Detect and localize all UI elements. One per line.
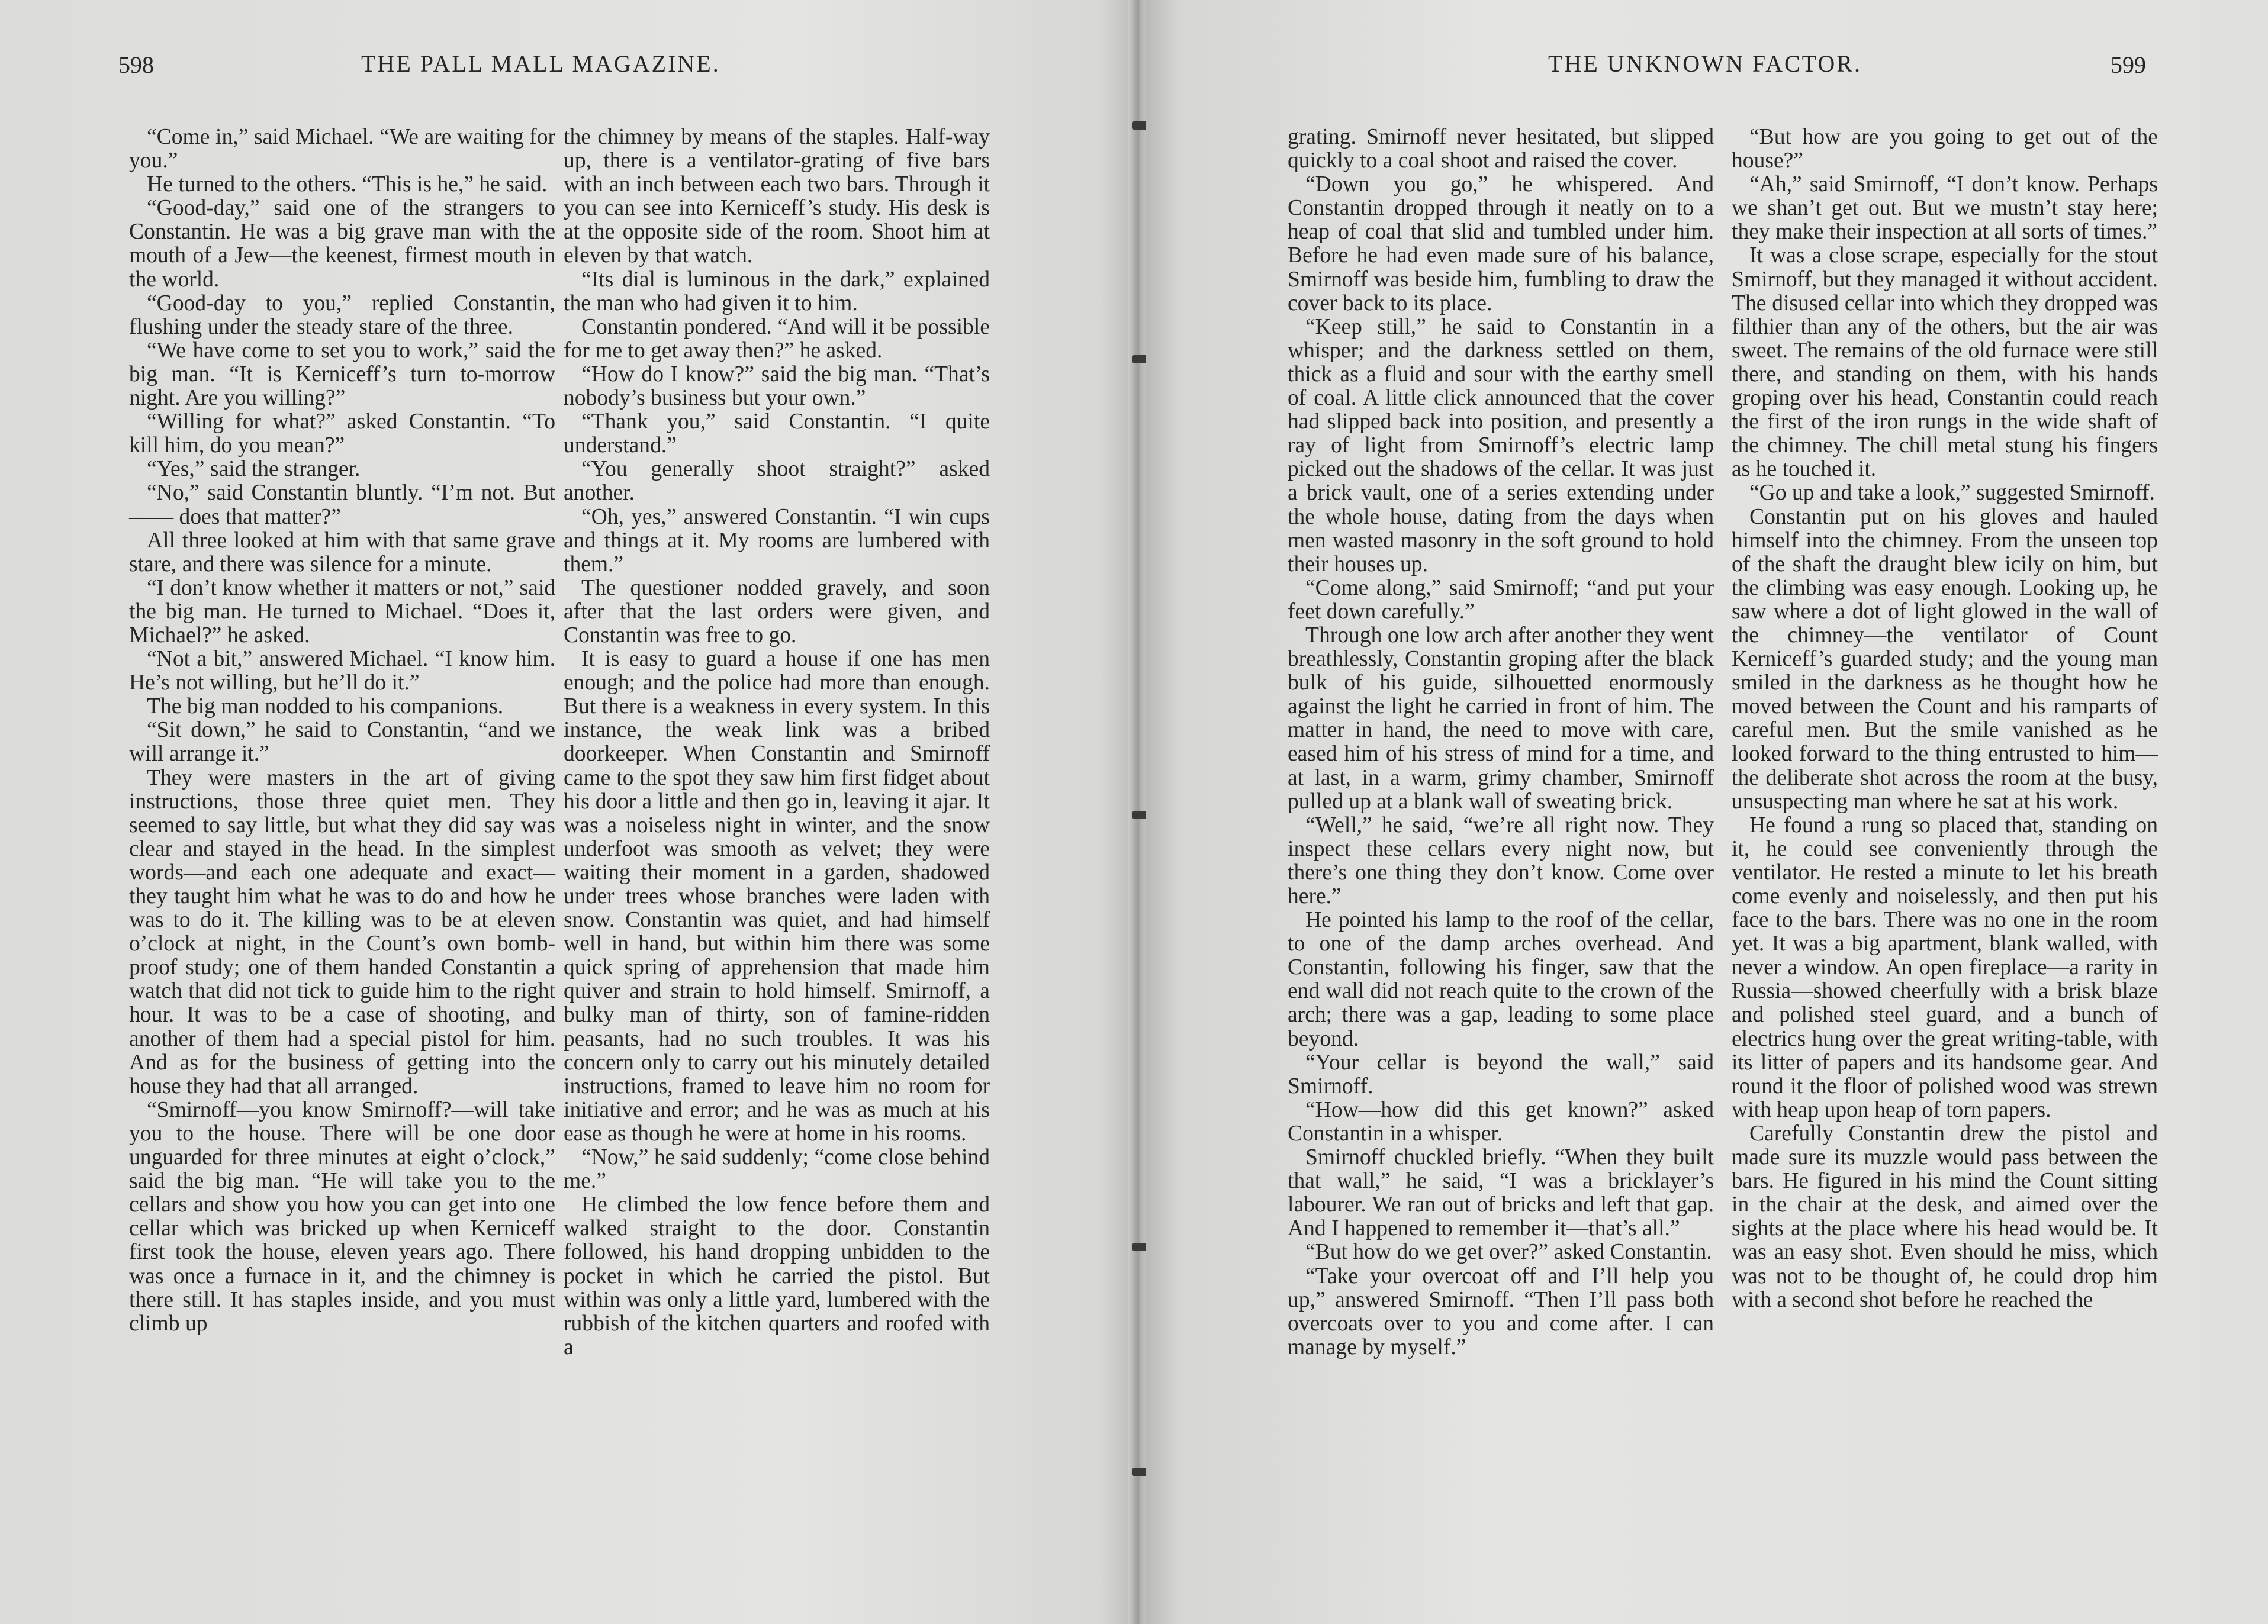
page-number: 598: [118, 51, 154, 78]
paragraph: “Not a bit,” answered Michael. “I know him. He’s not willing, but he’ll do it.”: [129, 647, 555, 695]
paragraph: Constantin put on his gloves and hauled himself into the chimney. From the unseen top of the shaft the draught blew icily on him, but the climbing was easy enough. Looking up, he saw where a dot of light glowed in the wall of the chimney—the ventilator of Count Kerniceff’s guarded study; and the young man smiled in the darkness as he thought how he moved between the Count and his ramparts of careful men. But the smile vanished as he looked forward to the thing entrusted to him—the deliberate shot across the room at the busy, unsuspecting man where he sat at his work.: [1732, 504, 2158, 814]
paragraph: “Oh, yes,” answered Constantin. “I win cups and things at it. My rooms are lumbered with them.”: [564, 504, 990, 576]
paragraph: “Yes,” said the stranger.: [147, 457, 361, 482]
paragraph: “Its dial is luminous in the dark,” explained the man who had given it to him.: [564, 267, 990, 315]
text-column: [1732, 125, 2158, 1312]
running-head: THE PALL MALL MAGAZINE.: [361, 50, 720, 77]
paragraph: Carefully Constantin drew the pistol and made sure its muzzle would pass between the bars. He figured in his mind the Count sitting in the chair at the desk, and aimed over the sights at the place where his head would be. It was an easy shot. Even should he miss, which was not to be thought of, he could drop him with a second shot before he reached the: [1732, 1121, 2158, 1312]
paragraph: “You generally shoot straight?” asked another.: [564, 457, 990, 505]
paragraph: The questioner nodded gravely, and soon after that the last orders were given, and Constantin was free to go.: [564, 575, 990, 647]
paragraph: “Take your overcoat off and I’ll help you up,” answered Smirnoff. “Then I’ll pass both overcoats over to you and come after. I can manage by myself.”: [1288, 1264, 1714, 1359]
paragraph: “Now,” he said suddenly; “come close behind me.”: [564, 1145, 990, 1194]
paragraph: Constantin pondered. “And will it be possible for me to get away then?” he asked.: [564, 314, 990, 363]
paragraph: “But how do we get over?” asked Constantin.: [1305, 1240, 1712, 1265]
paragraph: The big man nodded to his companions.: [147, 694, 504, 719]
paragraph: He found a rung so placed that, standing on it, he could see conveniently through the ventilator. He rested a minute to let his breath come evenly and noiselessly, and then put his face to the bars. There was no one in the room yet. It was a big apartment, blank walled, with never a window. An open fireplace—a rarity in Russia—showed cheerfully with a brisk blaze and polished steel guard, and a bunch of electrics hung over the great writing-table, with its litter of papers and its handsome gear. And round it the floor of polished wood was strewn with heap upon heap of torn papers.: [1732, 813, 2158, 1122]
paragraph: “Down you go,” he whispered. And Constantin dropped through it neatly on to a heap of coal that slid and tumbled under him. Before he had even made sure of his balance, Smirnoff was beside him, fumbling to draw the cover back to its place.: [1288, 172, 1714, 315]
paragraph: “Thank you,” said Constantin. “I quite understand.”: [564, 410, 990, 458]
running-head: THE UNKNOWN FACTOR.: [1548, 50, 1862, 77]
paragraph: It is easy to guard a house if one has men enough; and the police had more than enough. But there is a weakness in every system. In this instance, the weak link was a bribed doorkeeper. When Constantin and Smirnoff came to the spot they saw him first fidget about his door a little and then go in, leaving it ajar. It was a noiseless night in winter, and the snow underfoot was smooth as velvet; they were waiting their moment in a garden, shadowed under trees whose branches were laden with snow. Constantin was quiet, and had himself well in hand, but within him there was some quick spring of apprehension that made him quiver and strain to hold himself. Smirnoff, a bulky man of thirty, son of famine-ridden peasants, had no such troubles. It was his concern only to carry out his minutely detailed instructions, framed to leave him no room for initiative and error; and he was as much at his ease as though he were at home in his rooms.: [564, 647, 990, 1146]
paragraph: He turned to the others. “This is he,” he said.: [147, 172, 548, 197]
right-page: [1146, 0, 2268, 1624]
paragraph: “No,” said Constantin bluntly. “I’m not. But—— does that matter?”: [129, 481, 555, 529]
paragraph: He climbed the low fence before them and walked straight to the door. Constantin followed, his hand dropping unbidden to the pocket in which he carried the pistol. But within was only a little yard, lumbered with the rubbish of the kitchen quarters and roofed with a: [564, 1193, 990, 1359]
paragraph: “Good-day,” said one of the strangers to Constantin. He was a big grave man with the mouth of a Jew—the keenest, firmest mouth in the world.: [129, 196, 555, 292]
paragraph: “How do I know?” said the big man. “That’s nobody’s business but your own.”: [564, 362, 990, 411]
paragraph: “Good-day to you,” replied Constantin, flushing under the steady stare of the three.: [129, 291, 555, 339]
paragraph: Smirnoff chuckled briefly. “When they built that wall,” he said, “I was a bricklayer’s labourer. We ran out of bricks and left that gap. And I happened to remember it—that’s all.”: [1288, 1145, 1714, 1241]
paragraph: grating. Smirnoff never hesitated, but slipped quickly to a coal shoot and raised the cover.: [1288, 125, 1714, 173]
paragraph: “I don’t know whether it matters or not,” said the big man. He turned to Michael. “Does it, Michael?” he asked.: [129, 575, 555, 647]
paragraph: It was a close scrape, especially for the stout Smirnoff, but they managed it without accident. The disused cellar into which they dropped was filthier than any of the others, but the air was sweet. The remains of the old furnace were still there, and standing on them, with his hands groping over his head, Constantin could reach the first of the iron rungs in the wide shaft of the chimney. The chill metal stung his fingers as he touched it.: [1732, 243, 2158, 482]
paragraph: “Your cellar is beyond the wall,” said Smirnoff.: [1288, 1050, 1714, 1098]
paragraph: “Come along,” said Smirnoff; “and put your feet down carefully.”: [1288, 575, 1714, 624]
paragraph: Through one low arch after another they went breathlessly, Constantin groping after the black bulk of his guide, silhouetted enormously against the light he carried in front of him. The matter in hand, the need to move with care, eased him of his stress of mind for a time, and at last, in a warm, grimy chamber, Smirnoff pulled up at a blank wall of sweating brick.: [1288, 623, 1714, 814]
paragraph: “Well,” he said, “we’re all right now. They inspect these cellars every night now, but there’s one thing they don’t know. Come over here.”: [1288, 813, 1714, 908]
paragraph: He pointed his lamp to the roof of the cellar, to one of the damp arches overhead. And Constantin, following his finger, saw that the end wall did not reach quite to the crown of the arch; there was a gap, leading to some place beyond.: [1288, 908, 1714, 1051]
text-column: [129, 125, 555, 1336]
paragraph: All three looked at him with that same grave stare, and there was silence for a minute.: [129, 528, 555, 576]
paragraph: “But how are you going to get out of the house?”: [1732, 125, 2158, 173]
paragraph: “Come in,” said Michael. “We are waiting for you.”: [129, 125, 555, 173]
paragraph: “Ah,” said Smirnoff, “I don’t know. Perhaps we shan’t get out. But we mustn’t stay here; they make their inspection at all sorts of times.”: [1732, 172, 2158, 244]
page-number: 599: [2111, 51, 2146, 78]
paragraph: “Keep still,” he said to Constantin in a whisper; and the darkness settled on them, thick as a fluid and sour with the earthy smell of coal. A little click announced that the cover had slipped back into position, and presently a ray of light from Smirnoff’s electric lamp picked out the shadows of the cellar. It was just a brick vault, one of a series extending under the whole house, dating from the days when men wasted masonry in the soft ground to hold their houses up.: [1288, 314, 1714, 576]
text-column: [564, 125, 990, 1359]
text-column: [1288, 125, 1714, 1359]
paragraph: “Sit down,” he said to Constantin, “and we will arrange it.”: [129, 718, 555, 766]
paragraph: They were masters in the art of giving instructions, those three quiet men. They seemed to say little, but what they did say was clear and stayed in the head. In the simplest words—and each one adequate and exact—they taught him what he was to do and how he was to do it. The killing was to be at eleven o’clock at night, in the Count’s own bomb-proof study; one of them handed Constantin a watch that did not tick to guide him to the right hour. It was to be a case of shooting, and another of them had a special pistol for him. And as for the business of getting into the house they had that all arranged.: [129, 765, 555, 1098]
paragraph: “Go up and take a look,” suggested Smirnoff.: [1749, 481, 2155, 505]
paragraph: “How—how did this get known?” asked Constantin in a whisper.: [1288, 1097, 1714, 1146]
paragraph: the chimney by means of the staples. Half-way up, there is a ventilator-grating of five bars with an inch between each two bars. Through it you can see into Kerniceff’s study. His desk is at the opposite side of the room. Shoot him at eleven by that watch.: [564, 125, 990, 268]
paragraph: “Willing for what?” asked Constantin. “To kill him, do you mean?”: [129, 410, 555, 458]
paragraph: “Smirnoff—you know Smirnoff?—will take you to the house. There will be one door unguarded for three minutes at eight o’clock,” said the big man. “He will take you to the cellars and show you how you can get into one cellar which was bricked up when Kerniceff first took the house, eleven years ago. There was once a furnace in it, and the chimney is there still. It has staples inside, and you must climb up: [129, 1097, 555, 1336]
paragraph: “We have come to set you to work,” said the big man. “It is Kerniceff’s turn to-morrow night. Are you willing?”: [129, 338, 555, 411]
